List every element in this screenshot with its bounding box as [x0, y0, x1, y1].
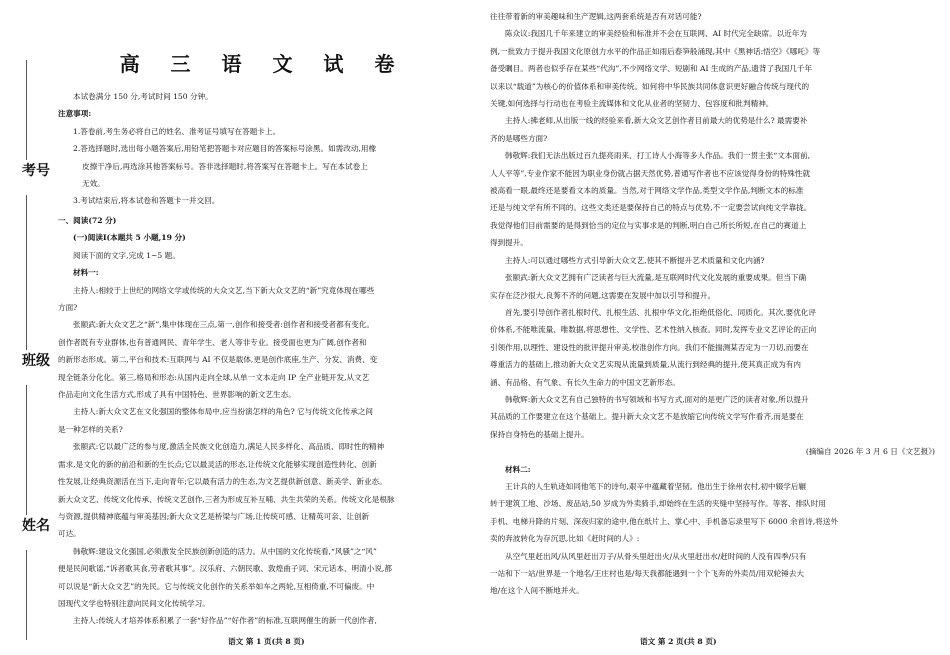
class-label: 班级 — [22, 353, 50, 369]
material-heading: 材料一: — [73, 268, 99, 278]
paragraph: 韩敬辉:我们无法出版过百九提亮雨来、打工诗人小海等多人作品。我们一贯主张“文本面前, — [505, 151, 811, 161]
paragraph: 保持自身特色的基础上提升。 — [490, 429, 589, 439]
binding-line — [26, 550, 27, 640]
paragraph: 便是民间歌谣,“诉者歌其食,劳者歌其事”。汉乐府、六朝民歌、敦煌曲子词、宋元话本、明清小说,都 — [58, 564, 392, 574]
paragraph: 首先,要引导创作者扎根时代、扎根生活、扎根中华文化,拒绝低俗化、同质化。其次,要优化评 — [505, 307, 816, 317]
paragraph: 创作者既有专业群体,也有普通网民、青年学生、老人等非专业。接受面也更为广阔,创作者和 — [58, 337, 367, 347]
paragraph: 主持人:新大众文艺在文化强国的整体布局中,应当扮演怎样的角色? 它与传统文化传承之间 — [73, 407, 374, 417]
paragraph: 备受瞩目。两者也似乎存在某些“代沟”,不少网络文学、短剧和 AI 生成的产品,遗背了我国几千年 — [490, 64, 813, 74]
paragraph: 关键,如何选择与行动也在考验主流媒体和文化从业者的坚韧力、包容度和批判精神。 — [490, 99, 774, 109]
reading-section — [58, 212, 468, 630]
paragraph: 手机、电梯升降的片刻、深夜归家的途中,他在纸片上、掌心中、手机备忘录里写下 6000 余首诗,将送外 — [490, 516, 838, 526]
paragraph: 以来以“载道”为核心的价值体系和审美传统。如何将中华民族共同体意识更好融合传统与现代的 — [490, 81, 810, 91]
material-heading: 材料二: — [505, 464, 531, 474]
page-footer: 语文 第 1 页(共 8 页) — [228, 637, 305, 646]
paragraph: 实存在泛沙很大,良莠不齐的问题,这需要在发展中加以引导和提升。 — [490, 290, 716, 300]
paragraph: 价体系,不能唯流量、唯数据,将思想性、文学性、艺术性纳入核查。同时,发挥专业文艺评论的正向 — [490, 325, 817, 335]
paragraph: 王计兵的人生轨迹如同他笔下的诗句,艰辛中蕴藏着坚韧。他出生于徐州农村,初中辍学后辗 — [505, 481, 806, 491]
paragraph: 人人平等”,专业作家不能因为职业身份就占据天然优势,普通写作者也不应该觉得身份的特殊性就 — [490, 168, 811, 178]
paragraph: 引领作用,以理性、建设性的批评提升审美,校准创作方向。我们不能揣测某否定为一刀切,而要在 — [490, 342, 809, 352]
section-heading: 一、阅读(72 分) — [58, 216, 117, 225]
notice-heading: 注意事项: — [58, 109, 92, 119]
paragraph: 主持人:传统人才培养体系积累了一套“好作品”“好作者”的标准,互联网催生的新一代创作者, — [73, 616, 377, 626]
paragraph: 主持人:拂老师,从出版一线的经验来看,新大众文艺创作者目前最大的优势是什么? 最需要补 — [505, 116, 808, 126]
paragraph: 主持人:相较于上世纪的网络文学或传统的大众文艺,当下新大众文艺的“新”究竟体现在哪些 — [73, 285, 375, 295]
notice-item: 无效。 — [82, 179, 105, 189]
paragraph: 主持人:可以通过哪些方式引导新大众文艺,使其不断提升艺术质量和文化内涵? — [505, 255, 765, 265]
notice-item: 皮擦干净后,再选涂其他答案标号。答非选择题时,将答案写在答题卡上。写在本试卷上 — [82, 161, 368, 171]
paragraph: 其品质的工作要建立在这个基础上。提升新大众文艺不是放缩它向传统文学写作看齐,而是要在 — [490, 412, 804, 422]
paragraph: 张颐武:它以最广泛的参与度,激活全民族文化创造力,满足人民多样化、高品质、即时性的精神 — [73, 442, 385, 452]
paragraph: 我觉得他们目前需要的是得到恰当的定位与实事求是的判断,明白自己所长所短,在自己的赛道上 — [490, 220, 807, 230]
poem-line: 地/在这个人间不断地并火。 — [490, 586, 584, 596]
paragraph: 往往带着新的审美趣味和生产逻辑,这两套系统是否有对话可能? — [490, 12, 702, 21]
page-1 — [58, 0, 468, 655]
name-label: 姓名 — [22, 518, 50, 534]
paragraph: 现全链条分化化。第三,格局和形态:从国内走向全球,从单一文本走向 IP 全产业链开发,从文艺 — [58, 372, 370, 382]
paragraph: 齐的是哪些方面? — [490, 133, 548, 143]
paragraph: 卖的奔波转化为存沉思,比如《赶时间的人》: — [490, 534, 640, 544]
paragraph: 被高看一眼,最终还是要看文本的质量。当然,对于网络文学作品,类型文学作品,判断文本的标准 — [490, 186, 804, 196]
binding-line — [26, 60, 27, 160]
exam-intro: 本试卷满分 150 分,考试时间 150 分钟。 — [73, 92, 213, 101]
binding-margin — [0, 0, 58, 655]
paragraph: 得到提升。 — [490, 238, 528, 248]
exam-number-label: 考号 — [22, 163, 50, 179]
paragraph: 陈众议:我国几千年来建立的审美经验和标准并不会在互联网、AI 时代完全缺席。以近年为 — [505, 29, 808, 39]
poem-line: 一站和下一站/世界是一个地名/王庄村也是/每天我都能遇到一个个飞奔的外卖员/用双轮锤去大 — [490, 569, 804, 578]
paragraph: 张颐武:新大众文艺拥有广泛读者与巨大流量,是互联网时代文化发展的重要成果。但当下确 — [505, 273, 807, 283]
paragraph: 需求,是文化的新的前沿和新的生长点;它以最灵活的形态,让传统文化能够实现创造性转化、创新 — [58, 459, 377, 469]
paragraph: 还是与纯文学有所不同的。这些文类还是要保持自己的特点与优势,不一定要尝试向纯文学靠拢。 — [490, 203, 812, 213]
reading-continued — [490, 8, 935, 600]
paragraph: 国现代文学也特别注意向民间文化传统学习。 — [58, 598, 210, 608]
page-2 — [490, 0, 935, 655]
paragraph: 新大众文艺、传统文化传承、传统文艺创作,三者为形成互补互哺、共生共荣的关系。传统文化是根脉 — [58, 494, 395, 504]
paragraph: 张颐武:新大众文艺之“新”,集中体现在三点,第一,创作和接受者:创作者和接受者都有变化。 — [73, 320, 375, 330]
binding-line — [26, 195, 27, 350]
paragraph: 是一种怎样的关系? — [58, 424, 123, 434]
paragraph: 涵、有品格、有气象、有长久生命力的中国文艺新形态。 — [490, 377, 680, 387]
paragraph: 性发展,让经典资源活在当下,走向青年;它以最有活力的生态,为文艺提供新创意、新美学、新业态。 — [58, 477, 387, 487]
paragraph: 韩敬辉:建设文化强国,必须激发全民族创新创造的活力。从中国的文化传统看,“风骚”之“风” — [73, 546, 377, 556]
poem-line: 从空气里赶出风/从风里赶出刀子/从骨头里赶出火/从火里赶出水/赶时间的人没有四季/只有 — [505, 551, 807, 561]
paragraph: 的新形态形成。第二,平台和技术:互联网与 AI 不仅是载体,更是创作底座,生产、分发、消费、变 — [58, 355, 378, 365]
subsection-heading: (一)阅读Ⅰ(本题共 5 小题,19 分) — [73, 233, 186, 243]
source-citation: (摘编自 2026 年 3 月 6 日《文艺报》) — [805, 447, 935, 457]
paragraph: 转于建筑工地、沙场、废品站,50 岁成为外卖骑手,却始终在生活的夹缝中坚持写作。等客、排队时用 — [490, 499, 826, 509]
notice-item: 1.答卷前,考生务必将自己的姓名、准考证号填写在答题卡上。 — [73, 126, 281, 136]
paragraph: 可以说是“新大众文艺”的先民。它与传统文化创作的关系举如车之两轮,互相倚重,不可偏废。中 — [58, 581, 375, 591]
binding-line — [26, 385, 27, 515]
paragraph: 尊重活力的基础上,推动新大众文艺实现从流量到质量,从流行到经典的提升,使其真正成为有内 — [490, 360, 801, 370]
paragraph: 方面? — [58, 303, 78, 313]
paragraph: 例,一批致力于提升我国文化原创力水平的作品正如雨后春笋般涌现,其中《黑神话:悟空》《哪吒》等 — [490, 46, 821, 56]
instructions — [58, 88, 468, 210]
paragraph: 与资源,提供精神底蕴与审美基因;新大众文艺是桥梁与广场,让传统可感、让精英可亲、让创新 — [58, 511, 370, 521]
paragraph: 可达。 — [58, 529, 81, 539]
exam-title: 高 三 语 文 试 卷 — [119, 52, 407, 76]
page-footer: 语文 第 2 页(共 8 页) — [640, 637, 717, 646]
notice-item: 3.考试结束后,将本试卷和答题卡一并交回。 — [73, 196, 220, 206]
paragraph: 韩敬辉:新大众文艺有自己独特的书写领域和书写方式,面对的是更广泛的读者对象,所以提升 — [505, 394, 809, 404]
reading-instruction: 阅读下面的文字,完成 1~5 题。 — [73, 250, 180, 260]
notice-item: 2.答选择题时,选出每小题答案后,用铅笔把答题卡对应题目的答案标号涂黑。如需改动,用橡 — [73, 144, 377, 154]
paragraph: 作品走向文化生活方式,形成了具有中国特色、世界影响的新文艺生态。 — [58, 390, 296, 400]
